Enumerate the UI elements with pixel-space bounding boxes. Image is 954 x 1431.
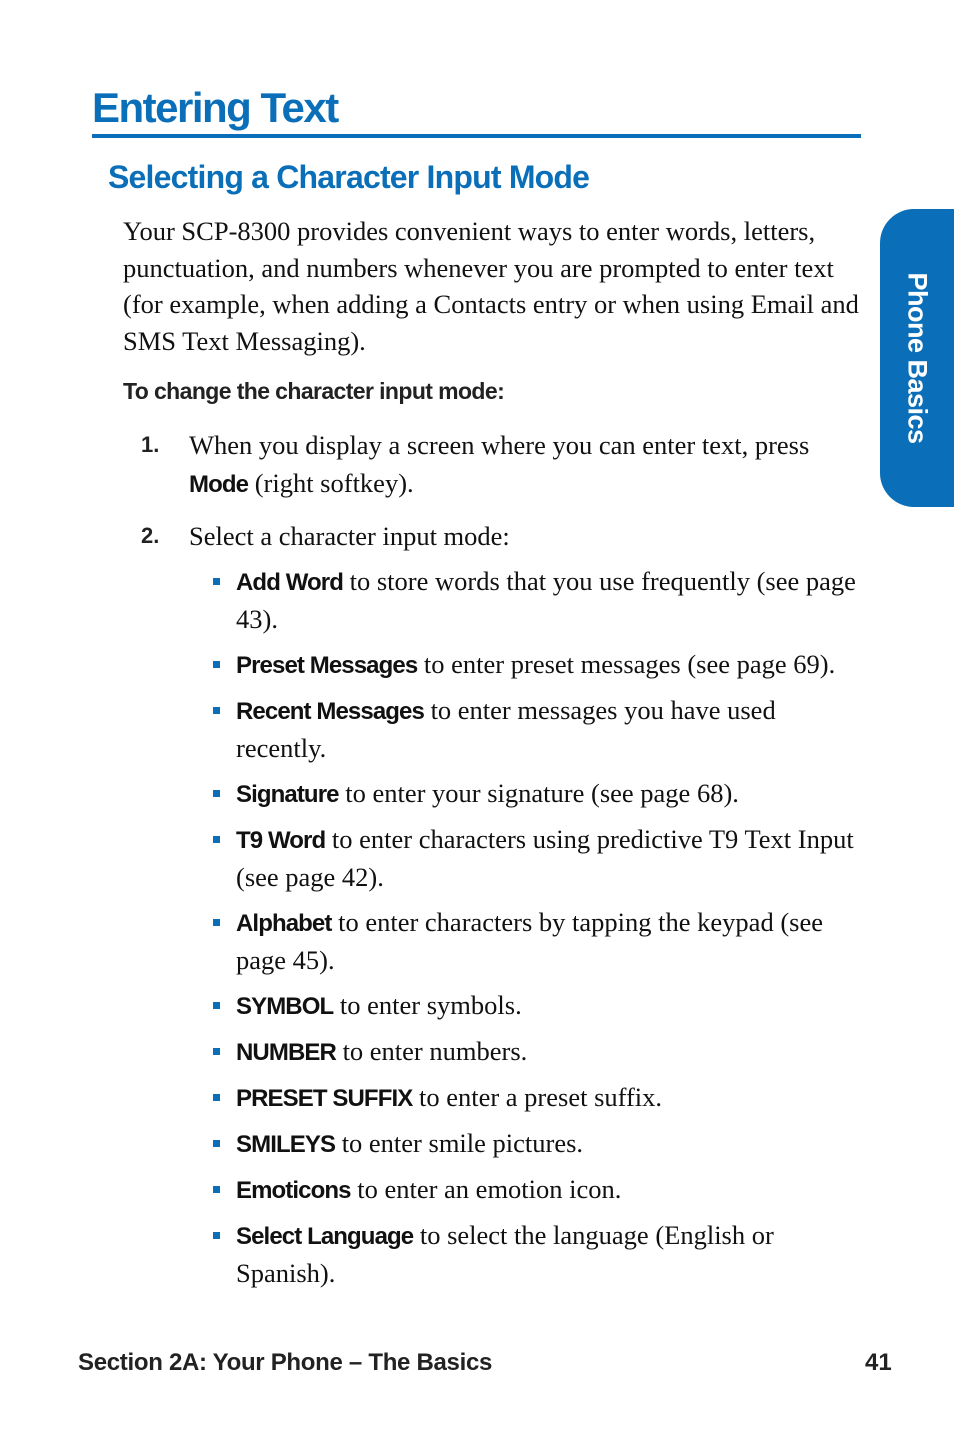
bullet-icon bbox=[213, 1048, 220, 1055]
bullet-icon bbox=[213, 836, 220, 843]
list-item bbox=[210, 1033, 860, 1071]
list-item bbox=[210, 1079, 860, 1117]
bullet-icon bbox=[213, 1002, 220, 1009]
mode-description: to enter an emotion icon. bbox=[350, 1174, 622, 1204]
step-1-number: 1. bbox=[141, 432, 160, 457]
list-item bbox=[210, 563, 860, 638]
list-item bbox=[210, 1217, 860, 1292]
list-item bbox=[210, 646, 860, 684]
mode-description: to enter characters by tapping the keypad (see page 45). bbox=[236, 907, 823, 975]
procedure-lead: To change the character input mode: bbox=[123, 378, 505, 404]
input-mode-list bbox=[210, 563, 860, 1300]
step-1-text-after: (right softkey). bbox=[248, 468, 414, 498]
mode-keyword: SYMBOL bbox=[236, 993, 334, 1020]
page-number: 41 bbox=[865, 1349, 892, 1376]
intro-paragraph: Your SCP-8300 provides convenient ways to enter words, letters, punctuation, and numbers whenever you are prompted to enter text (for example, when adding a Contacts entry or when using Email and SMS Text Messaging). bbox=[123, 216, 859, 356]
mode-description: to enter symbols. bbox=[333, 990, 522, 1020]
step-1-text-before: When you display a screen where you can enter text, press bbox=[189, 430, 810, 460]
list-item bbox=[210, 987, 860, 1025]
list-item bbox=[210, 775, 860, 813]
mode-keyword: Preset Messages bbox=[236, 652, 418, 679]
mode-description: to store words that you use frequently (see page 43). bbox=[236, 566, 856, 634]
mode-keyword: Recent Messages bbox=[236, 698, 424, 725]
step-2-text: Select a character input mode: bbox=[189, 521, 510, 551]
bullet-icon bbox=[213, 578, 220, 585]
mode-keyword: NUMBER bbox=[236, 1039, 336, 1066]
bullet-icon bbox=[213, 919, 220, 926]
mode-description: to enter preset messages (see page 69). bbox=[417, 649, 836, 679]
bullet-icon bbox=[213, 790, 220, 797]
mode-keyword: T9 Word bbox=[236, 827, 326, 854]
mode-description: to enter characters using predictive T9 Text Input (see page 42). bbox=[236, 824, 854, 892]
mode-keyword: Emoticons bbox=[236, 1177, 351, 1204]
bullet-icon bbox=[213, 1140, 220, 1147]
step-2-number: 2. bbox=[141, 523, 160, 548]
mode-keyword: Add Word bbox=[236, 569, 343, 596]
mode-description: to enter a preset suffix. bbox=[412, 1082, 663, 1112]
list-item bbox=[210, 692, 860, 767]
mode-keyword: PRESET SUFFIX bbox=[236, 1085, 413, 1112]
list-item bbox=[210, 1171, 860, 1209]
mode-description: to enter smile pictures. bbox=[335, 1128, 584, 1158]
bullet-icon bbox=[213, 1186, 220, 1193]
mode-description: to select the language (English or Spanish). bbox=[236, 1220, 774, 1288]
mode-description: to enter numbers. bbox=[335, 1036, 528, 1066]
page-title: Entering Text bbox=[92, 84, 338, 131]
mode-description: to enter your signature (see page 68). bbox=[338, 778, 739, 808]
list-item bbox=[210, 821, 860, 896]
list-item bbox=[210, 904, 860, 979]
mode-keyword: Signature bbox=[236, 781, 339, 808]
bullet-icon bbox=[213, 661, 220, 668]
footer-section-label: Section 2A: Your Phone – The Basics bbox=[78, 1349, 493, 1376]
mode-description: to enter messages you have used recently. bbox=[236, 695, 776, 763]
bullet-icon bbox=[213, 707, 220, 714]
section-subtitle: Selecting a Character Input Mode bbox=[108, 159, 590, 195]
mode-keyword: Select Language bbox=[236, 1223, 414, 1250]
title-rule bbox=[92, 134, 861, 138]
step-1-keyword: Mode bbox=[189, 471, 249, 498]
section-side-tab bbox=[880, 209, 954, 507]
side-tab-label: Phone Basics bbox=[902, 272, 933, 444]
mode-keyword: Alphabet bbox=[236, 910, 332, 937]
bullet-icon bbox=[213, 1094, 220, 1101]
bullet-icon bbox=[213, 1232, 220, 1239]
mode-keyword: SMILEYS bbox=[236, 1131, 336, 1158]
list-item bbox=[210, 1125, 860, 1163]
step-1-text bbox=[189, 426, 859, 504]
